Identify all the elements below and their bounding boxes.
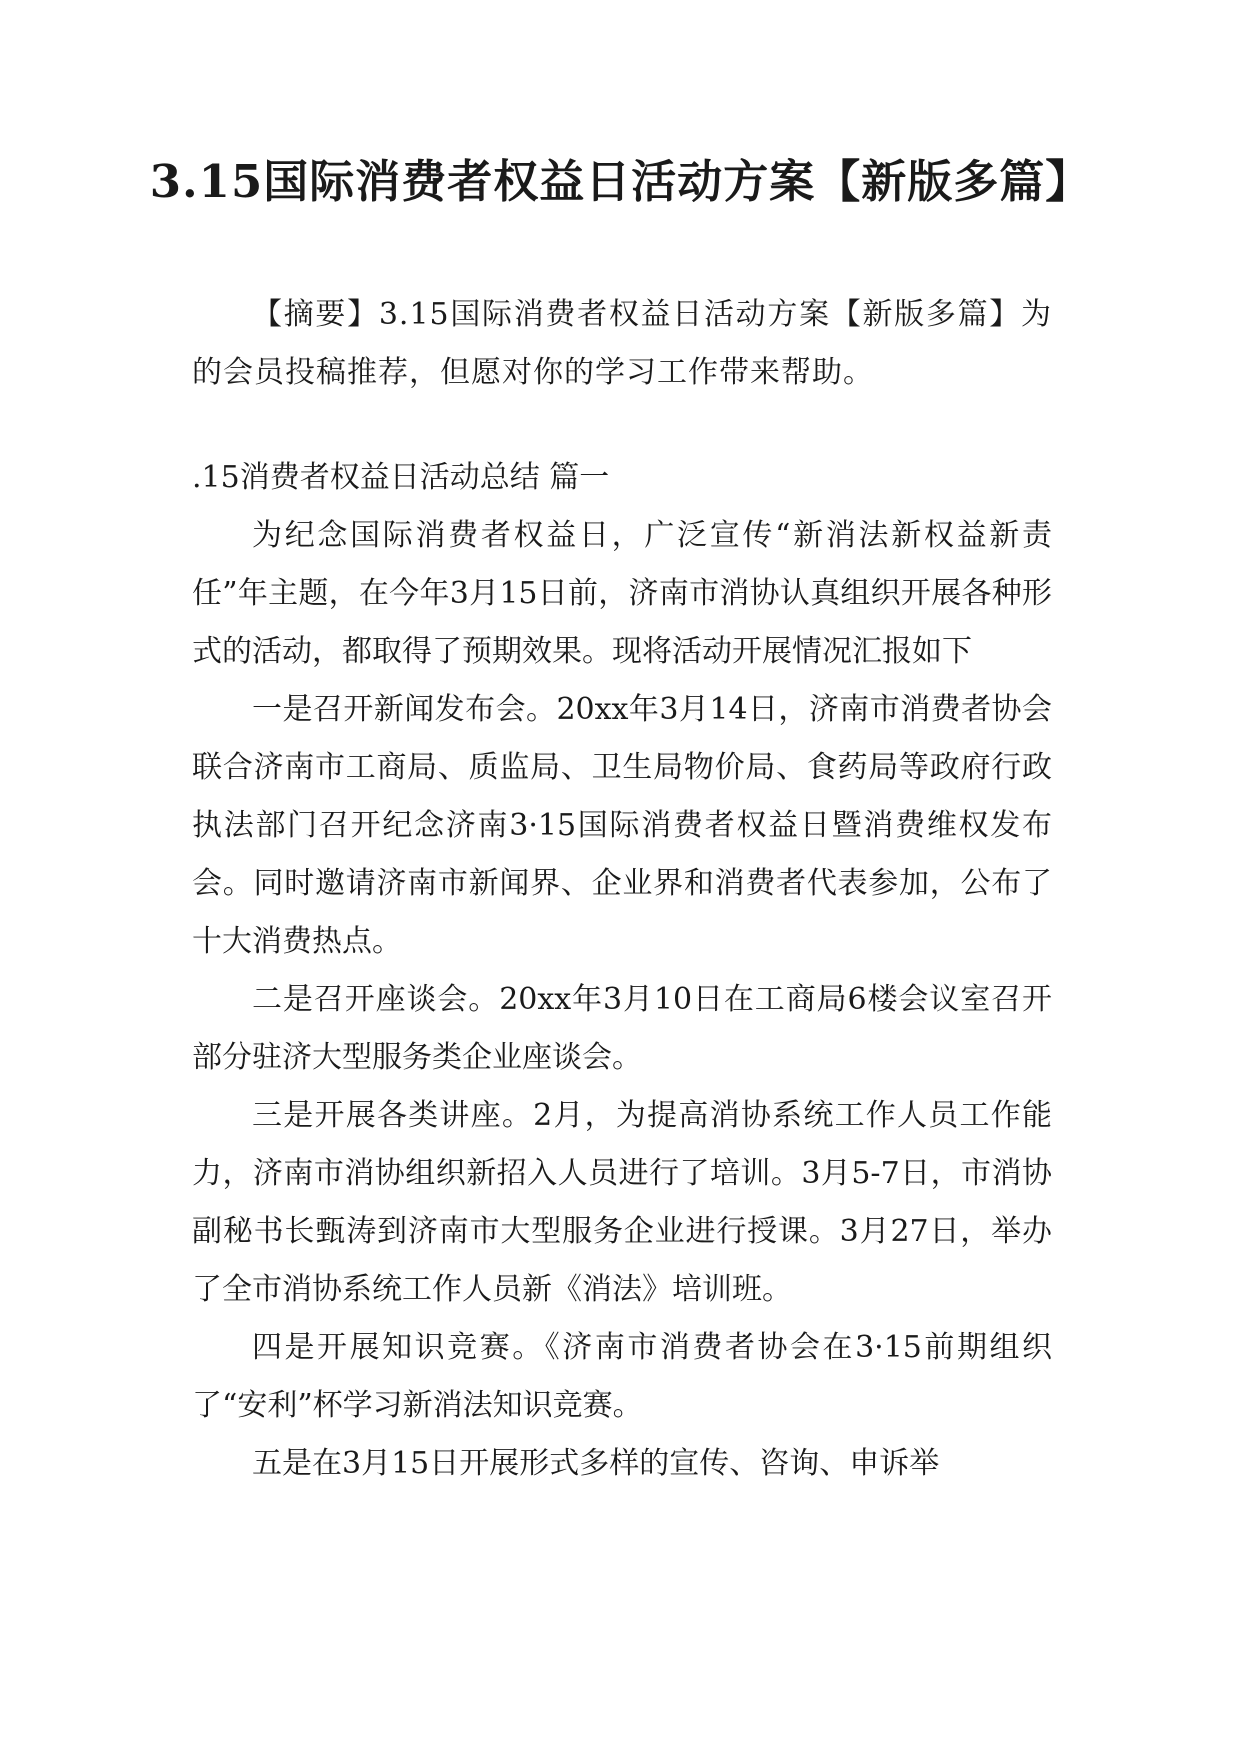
summary-paragraph: 【摘要】3.15国际消费者权益日活动方案【新版多篇】为的会员投稿推荐，但愿对你的学习工作带来帮助。 — [192, 297, 1052, 390]
body-paragraph: 为纪念国际消费者权益日，广泛宣传“新消法新权益新责任”年主题，在今年3月15日前，济南市消协认真组织开展各种形式的活动，都取得了预期效果。现将活动开展情况汇报如下 — [192, 518, 1052, 669]
body-paragraph: 二是召开座谈会。20xx年3月10日在工商局6楼会议室召开部分驻济大型服务类企业座谈会。 — [192, 982, 1052, 1075]
body-paragraph: 四是开展知识竞赛。《济南市消费者协会在3·15前期组织了“安利”杯学习新消法知识竞赛。 — [192, 1330, 1052, 1423]
document-body — [192, 286, 1052, 1493]
body-paragraph: 一是召开新闻发布会。20xx年3月14日，济南市消费者协会联合济南市工商局、质监局、卫生局物价局、食药局等政府行政执法部门召开纪念济南3·15国际消费者权益日暨消费维权发布会。同时邀请济南市新闻界、企业界和消费者代表参加，公布了十大消费热点。 — [192, 692, 1052, 959]
section-heading: .15消费者权益日活动总结 篇一 — [192, 460, 610, 495]
body-paragraph: 三是开展各类讲座。2月，为提高消协系统工作人员工作能力，济南市消协组织新招入人员进行了培训。3月5-7日，市消协副秘书长甄涛到济南市大型服务企业进行授课。3月27日，举办了全市消协系统工作人员新《消法》培训班。 — [192, 1098, 1052, 1307]
document-title: 3.15国际消费者权益日活动方案【新版多篇】 — [149, 155, 1092, 208]
body-paragraph: 五是在3月15日开展形式多样的宣传、咨询、申诉举 — [252, 1446, 940, 1481]
